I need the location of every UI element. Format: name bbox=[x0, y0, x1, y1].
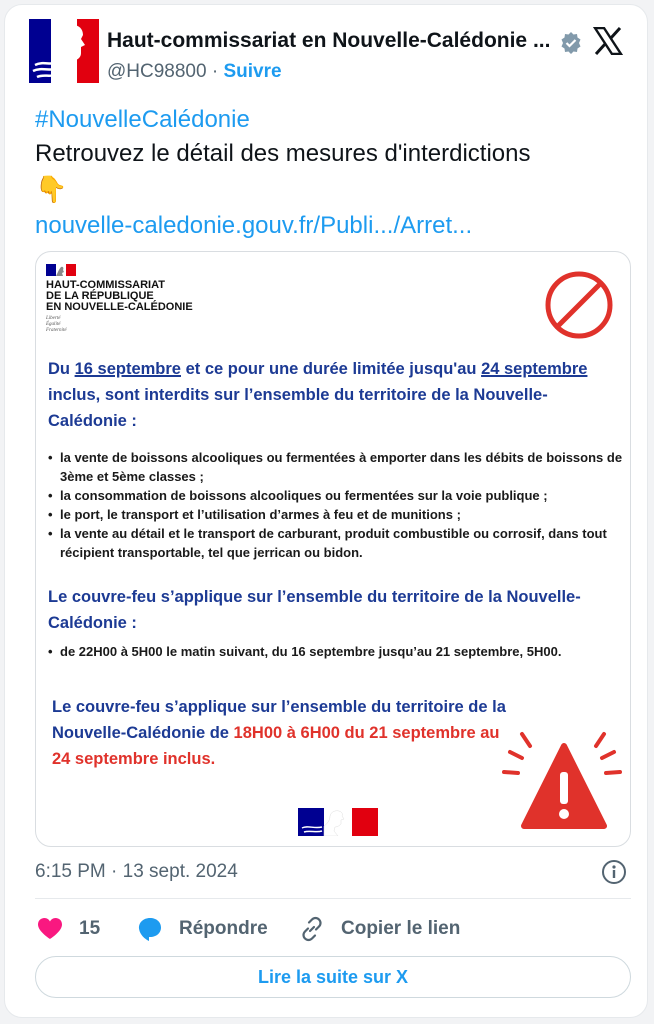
copy-link-label: Copier le lien bbox=[341, 918, 461, 939]
tweet-text bbox=[35, 103, 625, 243]
government-name: HAUT-COMMISSARIAT DE LA RÉPUBLIQUE EN NOUVELLE-CALÉDONIE bbox=[46, 279, 193, 313]
curfew-list bbox=[48, 642, 628, 661]
list-item: • le port, le transport et l’utilisation d’armes à feu et de munitions ; bbox=[48, 505, 628, 524]
tweet-body: Retrouvez le détail des mesures d'interdictions bbox=[35, 140, 531, 167]
pointing-down-emoji: 👇 bbox=[35, 174, 68, 204]
heart-icon bbox=[37, 917, 63, 941]
x-logo-icon[interactable] bbox=[593, 27, 623, 55]
list-item: • la vente de boissons alcooliques ou fermentées à emporter dans les débits de boissons de 3ème et 5ème classes ; bbox=[48, 448, 628, 486]
tweet-url-link[interactable]: nouvelle-caledonie.gouv.fr/Publi.../Arret... bbox=[35, 212, 473, 239]
curfew-heading: Le couvre-feu s’applique sur l’ensemble du territoire de la Nouvelle-Calédonie : bbox=[48, 588, 581, 632]
link-icon bbox=[299, 916, 325, 942]
prohibitions-list bbox=[48, 448, 628, 562]
tweet-image[interactable] bbox=[35, 251, 631, 847]
warning-triangle-icon bbox=[500, 728, 624, 834]
verified-badge-icon bbox=[560, 32, 582, 54]
tweet-timestamp[interactable]: 6:15 PM · 13 sept. 2024 bbox=[35, 861, 238, 882]
list-item: • de 22H00 à 5H00 le matin suivant, du 16 septembre jusqu’au 21 septembre, 5H00. bbox=[48, 642, 628, 661]
curfew-extended-heading: Le couvre-feu s’applique sur l’ensemble du territoire de la Nouvelle-Calédonie de 18H00 à 6H00 du 21 septembre au 24 septembre inclus. bbox=[52, 698, 506, 768]
marianne-logo-icon bbox=[298, 808, 378, 836]
start-date: 16 septembre bbox=[74, 360, 181, 378]
read-more-button[interactable]: Lire la suite sur X bbox=[35, 956, 631, 998]
marianne-logo-icon[interactable] bbox=[29, 19, 99, 83]
prohibited-sign-icon bbox=[544, 270, 614, 340]
tweet-actions bbox=[37, 913, 627, 945]
author-name[interactable]: Haut-commissariat en Nouvelle-Calédonie ... bbox=[107, 29, 551, 52]
marianne-logo-icon bbox=[46, 264, 76, 276]
separator: · bbox=[206, 61, 224, 82]
curfew-hours: 18H00 à 6H00 du 21 septembre au 24 septembre inclus. bbox=[52, 724, 500, 768]
government-motto: Liberté Égalité Fraternité bbox=[46, 316, 67, 333]
follow-button[interactable]: Suivre bbox=[223, 61, 282, 82]
list-item: • la vente au détail et le transport de carburant, produit combustible ou corrosif, dans tout récipient transportable, tel que jerrican ou bidon. bbox=[48, 524, 628, 562]
copy-link-button[interactable] bbox=[299, 913, 460, 945]
handle-line bbox=[107, 61, 282, 83]
measures-heading: Du 16 septembre et ce pour une durée limitée jusqu'au 24 septembre inclus, sont interdits sur l’ensemble du territoire de la Nouvelle-Calédonie : bbox=[48, 360, 588, 430]
end-date: 24 septembre bbox=[481, 360, 588, 378]
reply-bubble-icon bbox=[137, 916, 163, 942]
info-icon[interactable] bbox=[601, 859, 627, 885]
tweet-header bbox=[29, 19, 627, 85]
like-button[interactable] bbox=[37, 913, 100, 945]
like-count: 15 bbox=[79, 918, 101, 939]
tweet-card bbox=[4, 4, 648, 1018]
divider bbox=[35, 898, 631, 899]
list-item: • la consommation de boissons alcooliques ou fermentées sur la voie publique ; bbox=[48, 486, 628, 505]
government-logo bbox=[46, 264, 206, 344]
reply-label: Répondre bbox=[179, 918, 268, 939]
reply-button[interactable] bbox=[137, 913, 268, 945]
hashtag-link[interactable]: #NouvelleCalédonie bbox=[35, 106, 250, 133]
author-handle[interactable]: @HC98800 bbox=[107, 61, 207, 82]
